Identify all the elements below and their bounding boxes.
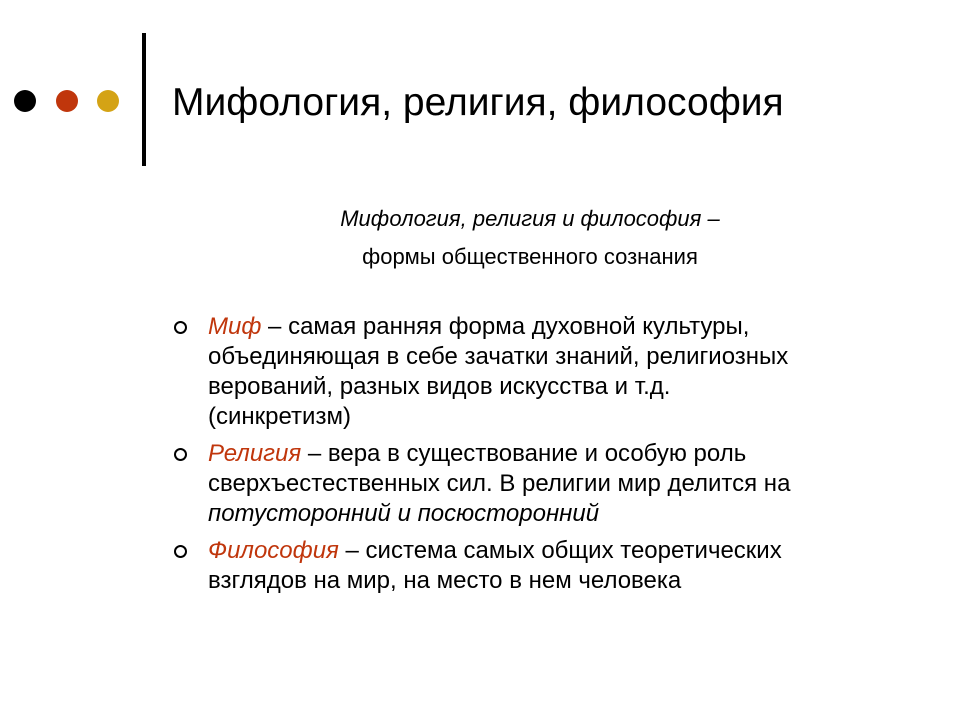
bullet-religion-line-2: сверхъестественных сил. В религии мир делится на	[208, 470, 791, 497]
bullet-myth-line-2: объединяющая в себе зачатки знаний, религиозных	[208, 343, 789, 370]
ring-bullet-icon	[174, 321, 187, 334]
bullet-philosophy-definition: – система самых общих теоретических	[338, 537, 782, 564]
bullet-myth-line-1	[208, 312, 912, 342]
bullet-philosophy-line-1	[208, 536, 912, 566]
bullet-religion-definition: – вера в существование и особую роль	[301, 440, 747, 467]
term-myth: Миф	[208, 313, 262, 340]
black-dot-icon	[14, 90, 36, 112]
bullet-religion-line-3: потусторонний и посюсторонний	[208, 500, 600, 527]
bullet-religion-line-1	[208, 439, 912, 469]
ring-bullet-icon	[174, 545, 187, 558]
subtitle-line-1: Мифология, религия и философия –	[340, 206, 720, 231]
ring-bullet-icon	[174, 448, 187, 461]
bullet-philosophy	[172, 536, 912, 596]
bullet-myth-line-3: верований, разных видов искусства и т.д.	[208, 373, 671, 400]
slide-title: Мифология, религия, философия	[172, 81, 784, 124]
title-divider	[142, 33, 146, 166]
term-religion: Религия	[208, 440, 302, 467]
bullet-myth-definition: – самая ранняя форма духовной культуры,	[261, 313, 750, 340]
term-philosophy: Философия	[208, 537, 339, 564]
bullet-myth-line-4: (синкретизм)	[208, 403, 351, 430]
bullet-philosophy-line-2: взглядов на мир, на место в нем человека	[208, 567, 682, 594]
bullet-religion	[172, 439, 912, 529]
gold-dot-icon	[97, 90, 119, 112]
bullet-myth	[172, 312, 912, 432]
bullet-list	[172, 312, 912, 603]
red-dot-icon	[56, 90, 78, 112]
subtitle-line-2: формы общественного сознания	[362, 244, 698, 269]
